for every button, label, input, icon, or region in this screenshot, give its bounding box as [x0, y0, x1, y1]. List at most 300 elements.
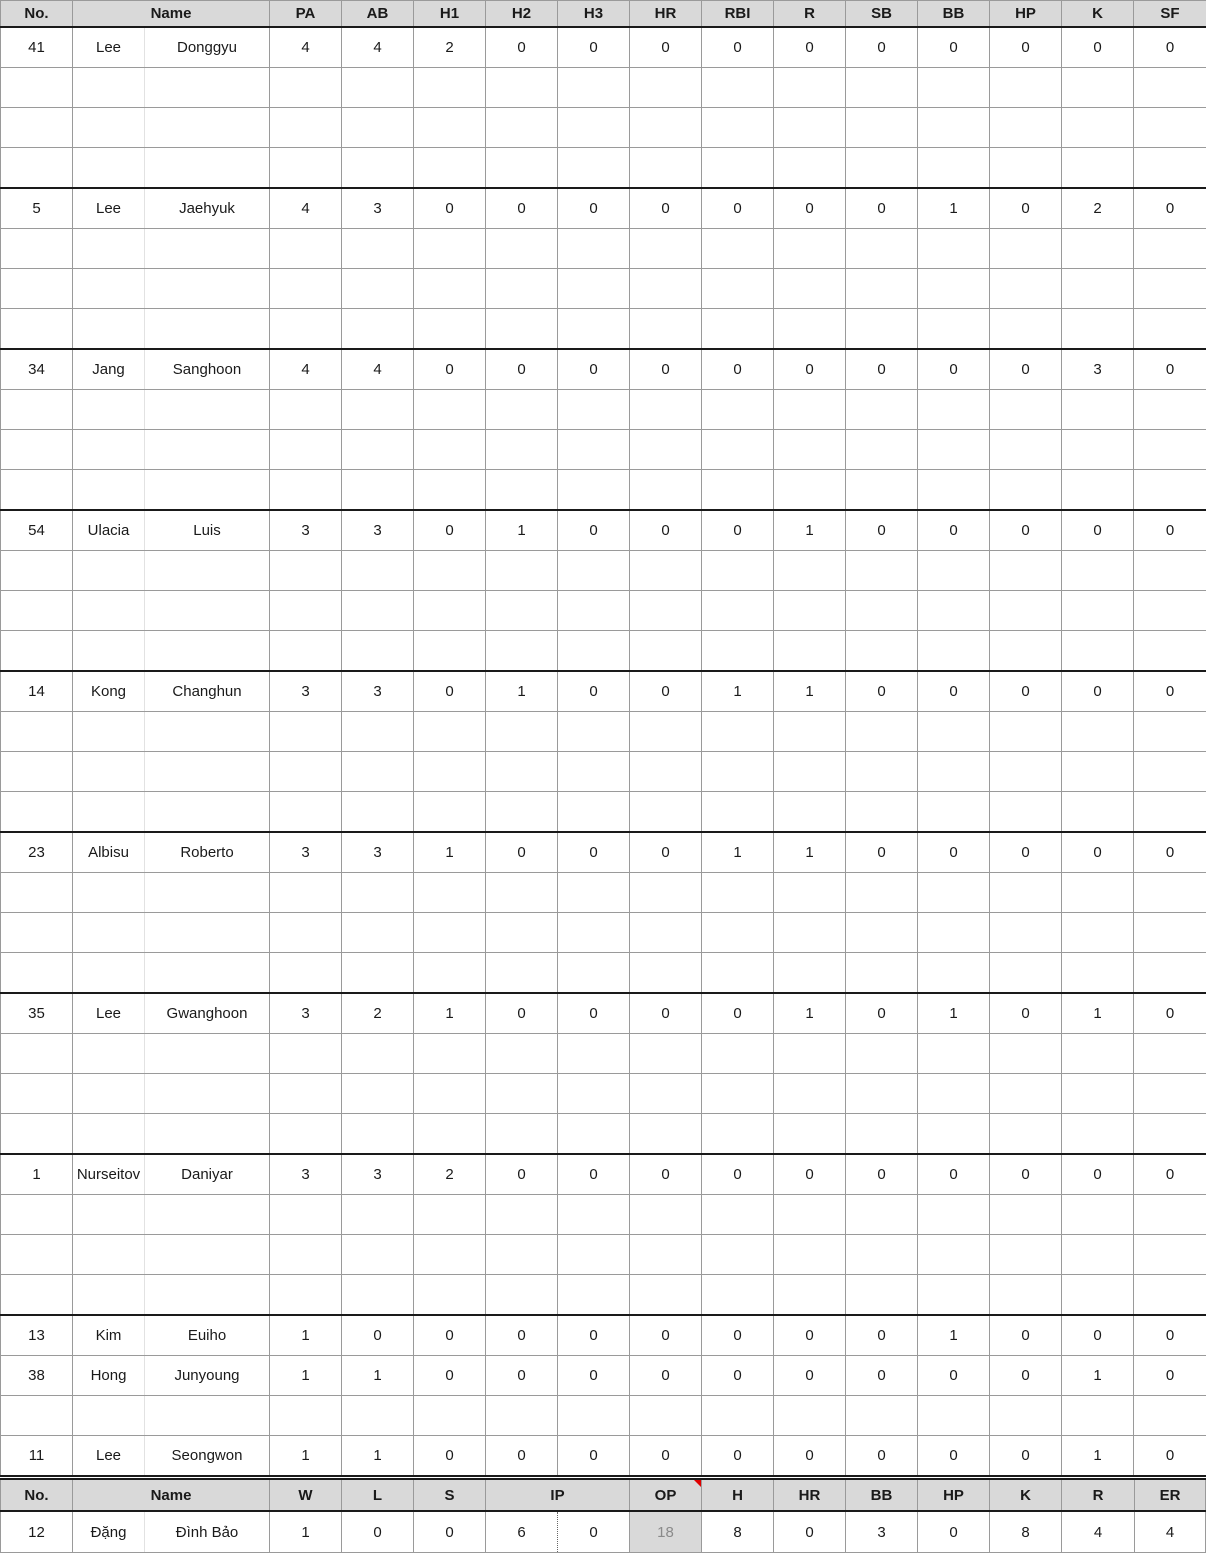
cell-r[interactable]: 0: [774, 1436, 846, 1477]
empty-cell[interactable]: [1062, 68, 1134, 108]
empty-cell[interactable]: [414, 68, 486, 108]
empty-cell[interactable]: [1062, 229, 1134, 269]
cell-pa[interactable]: 1: [270, 1356, 342, 1396]
empty-cell[interactable]: [414, 752, 486, 792]
empty-cell[interactable]: [630, 229, 702, 269]
empty-cell[interactable]: [342, 1275, 414, 1316]
empty-cell[interactable]: [918, 430, 990, 470]
empty-cell[interactable]: [342, 229, 414, 269]
empty-cell[interactable]: [918, 68, 990, 108]
empty-cell[interactable]: [145, 148, 270, 189]
empty-cell[interactable]: [486, 390, 558, 430]
empty-cell[interactable]: [630, 148, 702, 189]
empty-cell[interactable]: [342, 631, 414, 672]
cell-h2[interactable]: 1: [486, 510, 558, 551]
cell-no[interactable]: 12: [1, 1511, 73, 1553]
empty-cell[interactable]: [1134, 712, 1206, 752]
empty-cell[interactable]: [73, 390, 145, 430]
empty-cell[interactable]: [774, 551, 846, 591]
empty-cell[interactable]: [73, 1195, 145, 1235]
empty-cell[interactable]: [342, 591, 414, 631]
empty-cell[interactable]: [630, 390, 702, 430]
empty-cell[interactable]: [774, 591, 846, 631]
empty-cell[interactable]: [342, 953, 414, 994]
empty-cell[interactable]: [558, 712, 630, 752]
empty-cell[interactable]: [342, 1195, 414, 1235]
empty-cell[interactable]: [918, 631, 990, 672]
empty-cell[interactable]: [702, 873, 774, 913]
empty-cell[interactable]: [145, 913, 270, 953]
cell-hr[interactable]: 0: [630, 1315, 702, 1356]
cell-no[interactable]: 23: [1, 832, 73, 873]
empty-cell[interactable]: [1, 229, 73, 269]
empty-cell[interactable]: [270, 229, 342, 269]
empty-cell[interactable]: [73, 1114, 145, 1155]
empty-cell[interactable]: [630, 430, 702, 470]
empty-cell[interactable]: [486, 430, 558, 470]
cell-r[interactable]: 1: [774, 510, 846, 551]
empty-cell[interactable]: [1062, 108, 1134, 148]
empty-cell[interactable]: [342, 470, 414, 511]
empty-cell[interactable]: [270, 551, 342, 591]
empty-cell[interactable]: [1134, 1235, 1206, 1275]
empty-cell[interactable]: [1062, 148, 1134, 189]
cell-last-name[interactable]: Đình Bảo: [145, 1511, 270, 1553]
empty-cell[interactable]: [1134, 68, 1206, 108]
empty-cell[interactable]: [990, 269, 1062, 309]
empty-cell[interactable]: [1062, 309, 1134, 350]
empty-cell[interactable]: [846, 792, 918, 833]
cell-h3[interactable]: 0: [558, 1315, 630, 1356]
cell-h1[interactable]: 0: [414, 188, 486, 229]
empty-cell[interactable]: [990, 752, 1062, 792]
empty-cell[interactable]: [1134, 953, 1206, 994]
empty-cell[interactable]: [630, 551, 702, 591]
empty-cell[interactable]: [1062, 953, 1134, 994]
cell-hr[interactable]: 0: [630, 349, 702, 390]
empty-cell[interactable]: [558, 792, 630, 833]
empty-cell[interactable]: [846, 1034, 918, 1074]
empty-cell[interactable]: [630, 873, 702, 913]
empty-cell[interactable]: [145, 229, 270, 269]
empty-cell[interactable]: [846, 229, 918, 269]
cell-w[interactable]: 1: [270, 1511, 342, 1553]
cell-ab[interactable]: 4: [342, 27, 414, 68]
empty-cell[interactable]: [558, 551, 630, 591]
empty-cell[interactable]: [1134, 1034, 1206, 1074]
empty-cell[interactable]: [846, 873, 918, 913]
cell-hr[interactable]: 0: [630, 510, 702, 551]
empty-cell[interactable]: [270, 873, 342, 913]
empty-cell[interactable]: [1, 1396, 73, 1436]
cell-h3[interactable]: 0: [558, 27, 630, 68]
empty-cell[interactable]: [1062, 1034, 1134, 1074]
empty-cell[interactable]: [846, 269, 918, 309]
empty-cell[interactable]: [270, 309, 342, 350]
empty-cell[interactable]: [342, 148, 414, 189]
cell-first-name[interactable]: Hong: [73, 1356, 145, 1396]
empty-cell[interactable]: [774, 269, 846, 309]
empty-cell[interactable]: [558, 68, 630, 108]
empty-cell[interactable]: [702, 108, 774, 148]
empty-cell[interactable]: [558, 229, 630, 269]
empty-cell[interactable]: [918, 309, 990, 350]
empty-cell[interactable]: [846, 712, 918, 752]
empty-cell[interactable]: [1134, 229, 1206, 269]
cell-bb[interactable]: 0: [918, 832, 990, 873]
cell-last-name[interactable]: Gwanghoon: [145, 993, 270, 1034]
cell-hp[interactable]: 0: [990, 671, 1062, 712]
empty-cell[interactable]: [1134, 551, 1206, 591]
cell-pa[interactable]: 4: [270, 27, 342, 68]
cell-k[interactable]: 3: [1062, 349, 1134, 390]
empty-cell[interactable]: [702, 470, 774, 511]
empty-cell[interactable]: [486, 1275, 558, 1316]
empty-cell[interactable]: [270, 1275, 342, 1316]
empty-cell[interactable]: [270, 792, 342, 833]
empty-cell[interactable]: [558, 390, 630, 430]
cell-bb[interactable]: 0: [918, 671, 990, 712]
empty-cell[interactable]: [918, 1074, 990, 1114]
cell-hr[interactable]: 0: [630, 993, 702, 1034]
cell-h2[interactable]: 0: [486, 349, 558, 390]
empty-cell[interactable]: [486, 913, 558, 953]
cell-last-name[interactable]: Daniyar: [145, 1154, 270, 1195]
empty-cell[interactable]: [918, 1195, 990, 1235]
empty-cell[interactable]: [414, 1396, 486, 1436]
cell-op[interactable]: 18: [630, 1511, 702, 1553]
cell-bb[interactable]: 1: [918, 1315, 990, 1356]
empty-cell[interactable]: [1062, 269, 1134, 309]
cell-hr[interactable]: 0: [630, 1154, 702, 1195]
cell-hp[interactable]: 0: [990, 832, 1062, 873]
cell-first-name[interactable]: Kong: [73, 671, 145, 712]
cell-h3[interactable]: 0: [558, 349, 630, 390]
empty-cell[interactable]: [145, 873, 270, 913]
empty-cell[interactable]: [1062, 390, 1134, 430]
empty-cell[interactable]: [558, 309, 630, 350]
empty-cell[interactable]: [414, 551, 486, 591]
empty-cell[interactable]: [342, 712, 414, 752]
empty-cell[interactable]: [414, 470, 486, 511]
empty-cell[interactable]: [702, 551, 774, 591]
empty-cell[interactable]: [342, 873, 414, 913]
empty-cell[interactable]: [918, 148, 990, 189]
empty-cell[interactable]: [990, 1396, 1062, 1436]
cell-bb[interactable]: 0: [918, 27, 990, 68]
cell-last-name[interactable]: Donggyu: [145, 27, 270, 68]
empty-cell[interactable]: [73, 873, 145, 913]
cell-hp[interactable]: 0: [990, 1315, 1062, 1356]
empty-cell[interactable]: [73, 551, 145, 591]
empty-cell[interactable]: [342, 913, 414, 953]
empty-cell[interactable]: [1, 1275, 73, 1316]
empty-cell[interactable]: [486, 1034, 558, 1074]
empty-cell[interactable]: [1, 953, 73, 994]
empty-cell[interactable]: [990, 470, 1062, 511]
empty-cell[interactable]: [630, 470, 702, 511]
cell-last-name[interactable]: Junyoung: [145, 1356, 270, 1396]
empty-cell[interactable]: [486, 148, 558, 189]
empty-cell[interactable]: [630, 269, 702, 309]
empty-cell[interactable]: [990, 631, 1062, 672]
cell-rbi[interactable]: 0: [702, 188, 774, 229]
empty-cell[interactable]: [342, 108, 414, 148]
cell-rbi[interactable]: 0: [702, 349, 774, 390]
cell-no[interactable]: 1: [1, 1154, 73, 1195]
empty-cell[interactable]: [73, 1034, 145, 1074]
cell-r[interactable]: 0: [774, 188, 846, 229]
empty-cell[interactable]: [486, 591, 558, 631]
empty-cell[interactable]: [1134, 1114, 1206, 1155]
cell-h1[interactable]: 0: [414, 1315, 486, 1356]
cell-rbi[interactable]: 0: [702, 510, 774, 551]
cell-s[interactable]: 0: [414, 1511, 486, 1553]
empty-cell[interactable]: [486, 108, 558, 148]
empty-cell[interactable]: [145, 68, 270, 108]
cell-ab[interactable]: 3: [342, 188, 414, 229]
empty-cell[interactable]: [145, 1275, 270, 1316]
empty-cell[interactable]: [1, 792, 73, 833]
empty-cell[interactable]: [1134, 792, 1206, 833]
empty-cell[interactable]: [702, 712, 774, 752]
empty-cell[interactable]: [1, 108, 73, 148]
empty-cell[interactable]: [414, 953, 486, 994]
empty-cell[interactable]: [702, 752, 774, 792]
empty-cell[interactable]: [558, 1396, 630, 1436]
cell-sf[interactable]: 0: [1134, 832, 1206, 873]
cell-sf[interactable]: 0: [1134, 1315, 1206, 1356]
empty-cell[interactable]: [558, 1235, 630, 1275]
empty-cell[interactable]: [774, 1275, 846, 1316]
empty-cell[interactable]: [270, 591, 342, 631]
empty-cell[interactable]: [270, 1396, 342, 1436]
cell-sf[interactable]: 0: [1134, 349, 1206, 390]
empty-cell[interactable]: [918, 470, 990, 511]
cell-ab[interactable]: 2: [342, 993, 414, 1034]
empty-cell[interactable]: [145, 631, 270, 672]
cell-r[interactable]: 1: [774, 671, 846, 712]
empty-cell[interactable]: [145, 430, 270, 470]
cell-hp[interactable]: 0: [990, 993, 1062, 1034]
cell-sb[interactable]: 0: [846, 1154, 918, 1195]
cell-rbi[interactable]: 0: [702, 993, 774, 1034]
empty-cell[interactable]: [774, 470, 846, 511]
empty-cell[interactable]: [1, 470, 73, 511]
empty-cell[interactable]: [1, 551, 73, 591]
empty-cell[interactable]: [342, 752, 414, 792]
empty-cell[interactable]: [1134, 752, 1206, 792]
empty-cell[interactable]: [73, 913, 145, 953]
cell-pa[interactable]: 3: [270, 1154, 342, 1195]
empty-cell[interactable]: [270, 712, 342, 752]
empty-cell[interactable]: [145, 1195, 270, 1235]
cell-hr[interactable]: 0: [630, 832, 702, 873]
empty-cell[interactable]: [846, 913, 918, 953]
empty-cell[interactable]: [145, 1235, 270, 1275]
empty-cell[interactable]: [73, 712, 145, 752]
empty-cell[interactable]: [558, 108, 630, 148]
empty-cell[interactable]: [270, 390, 342, 430]
cell-last-name[interactable]: Luis: [145, 510, 270, 551]
empty-cell[interactable]: [270, 269, 342, 309]
empty-cell[interactable]: [918, 953, 990, 994]
cell-sf[interactable]: 0: [1134, 1436, 1206, 1477]
empty-cell[interactable]: [1062, 631, 1134, 672]
empty-cell[interactable]: [558, 591, 630, 631]
empty-cell[interactable]: [846, 1396, 918, 1436]
empty-cell[interactable]: [702, 792, 774, 833]
cell-rbi[interactable]: 1: [702, 832, 774, 873]
empty-cell[interactable]: [342, 390, 414, 430]
empty-cell[interactable]: [774, 148, 846, 189]
cell-h2[interactable]: 0: [486, 188, 558, 229]
cell-rbi[interactable]: 0: [702, 27, 774, 68]
empty-cell[interactable]: [270, 68, 342, 108]
empty-cell[interactable]: [1, 390, 73, 430]
empty-cell[interactable]: [1134, 269, 1206, 309]
comment-indicator-icon[interactable]: [694, 1480, 701, 1487]
empty-cell[interactable]: [1134, 873, 1206, 913]
cell-sf[interactable]: 0: [1134, 188, 1206, 229]
cell-k[interactable]: 0: [1062, 1154, 1134, 1195]
cell-rbi[interactable]: 0: [702, 1154, 774, 1195]
cell-sb[interactable]: 0: [846, 671, 918, 712]
cell-ab[interactable]: 3: [342, 832, 414, 873]
empty-cell[interactable]: [990, 873, 1062, 913]
empty-cell[interactable]: [990, 390, 1062, 430]
empty-cell[interactable]: [1134, 1396, 1206, 1436]
empty-cell[interactable]: [145, 1074, 270, 1114]
empty-cell[interactable]: [990, 792, 1062, 833]
cell-hp[interactable]: 0: [990, 1154, 1062, 1195]
cell-no[interactable]: 5: [1, 188, 73, 229]
empty-cell[interactable]: [918, 1034, 990, 1074]
empty-cell[interactable]: [702, 913, 774, 953]
empty-cell[interactable]: [702, 148, 774, 189]
cell-no[interactable]: 11: [1, 1436, 73, 1477]
empty-cell[interactable]: [630, 752, 702, 792]
empty-cell[interactable]: [73, 752, 145, 792]
cell-ab[interactable]: 1: [342, 1356, 414, 1396]
cell-first-name[interactable]: Đặng: [73, 1511, 145, 1553]
empty-cell[interactable]: [846, 1235, 918, 1275]
cell-h[interactable]: 8: [702, 1511, 774, 1553]
empty-cell[interactable]: [558, 148, 630, 189]
empty-cell[interactable]: [73, 68, 145, 108]
cell-h3[interactable]: 0: [558, 832, 630, 873]
cell-r[interactable]: 0: [774, 1356, 846, 1396]
empty-cell[interactable]: [630, 792, 702, 833]
empty-cell[interactable]: [918, 913, 990, 953]
cell-first-name[interactable]: Lee: [73, 993, 145, 1034]
empty-cell[interactable]: [630, 108, 702, 148]
empty-cell[interactable]: [990, 1114, 1062, 1155]
cell-sb[interactable]: 0: [846, 832, 918, 873]
cell-h2[interactable]: 0: [486, 993, 558, 1034]
empty-cell[interactable]: [630, 712, 702, 752]
empty-cell[interactable]: [774, 229, 846, 269]
cell-hp[interactable]: 0: [990, 1356, 1062, 1396]
cell-first-name[interactable]: Albisu: [73, 832, 145, 873]
cell-ab[interactable]: 3: [342, 671, 414, 712]
empty-cell[interactable]: [270, 752, 342, 792]
empty-cell[interactable]: [630, 1235, 702, 1275]
empty-cell[interactable]: [990, 108, 1062, 148]
empty-cell[interactable]: [774, 68, 846, 108]
cell-hp[interactable]: 0: [990, 1436, 1062, 1477]
cell-h1[interactable]: 1: [414, 993, 486, 1034]
empty-cell[interactable]: [486, 1235, 558, 1275]
empty-cell[interactable]: [414, 108, 486, 148]
empty-cell[interactable]: [774, 1195, 846, 1235]
empty-cell[interactable]: [270, 1114, 342, 1155]
empty-cell[interactable]: [414, 229, 486, 269]
empty-cell[interactable]: [342, 792, 414, 833]
empty-cell[interactable]: [990, 430, 1062, 470]
empty-cell[interactable]: [486, 631, 558, 672]
cell-hr[interactable]: 0: [630, 671, 702, 712]
cell-r[interactable]: 1: [774, 993, 846, 1034]
cell-h3[interactable]: 0: [558, 993, 630, 1034]
empty-cell[interactable]: [414, 309, 486, 350]
empty-cell[interactable]: [414, 873, 486, 913]
cell-first-name[interactable]: Nurseitov: [73, 1154, 145, 1195]
empty-cell[interactable]: [918, 752, 990, 792]
cell-k[interactable]: 1: [1062, 1356, 1134, 1396]
cell-first-name[interactable]: Kim: [73, 1315, 145, 1356]
empty-cell[interactable]: [145, 1034, 270, 1074]
empty-cell[interactable]: [270, 1034, 342, 1074]
empty-cell[interactable]: [1, 309, 73, 350]
empty-cell[interactable]: [990, 913, 1062, 953]
cell-h1[interactable]: 1: [414, 832, 486, 873]
empty-cell[interactable]: [270, 108, 342, 148]
empty-cell[interactable]: [990, 1195, 1062, 1235]
empty-cell[interactable]: [702, 631, 774, 672]
empty-cell[interactable]: [630, 68, 702, 108]
empty-cell[interactable]: [846, 591, 918, 631]
cell-pa[interactable]: 3: [270, 671, 342, 712]
empty-cell[interactable]: [1, 148, 73, 189]
cell-h3[interactable]: 0: [558, 671, 630, 712]
empty-cell[interactable]: [1, 1195, 73, 1235]
empty-cell[interactable]: [1062, 1195, 1134, 1235]
cell-k[interactable]: 0: [1062, 1315, 1134, 1356]
cell-ab[interactable]: 3: [342, 510, 414, 551]
empty-cell[interactable]: [486, 873, 558, 913]
cell-h2[interactable]: 0: [486, 832, 558, 873]
empty-cell[interactable]: [73, 953, 145, 994]
cell-no[interactable]: 35: [1, 993, 73, 1034]
empty-cell[interactable]: [1, 1074, 73, 1114]
empty-cell[interactable]: [918, 269, 990, 309]
empty-cell[interactable]: [414, 430, 486, 470]
empty-cell[interactable]: [342, 1114, 414, 1155]
empty-cell[interactable]: [73, 108, 145, 148]
cell-ip-innings[interactable]: 6: [486, 1511, 558, 1553]
cell-k[interactable]: 0: [1062, 671, 1134, 712]
cell-l[interactable]: 0: [342, 1511, 414, 1553]
empty-cell[interactable]: [270, 1195, 342, 1235]
cell-k[interactable]: 8: [990, 1511, 1062, 1553]
empty-cell[interactable]: [145, 712, 270, 752]
cell-pa[interactable]: 1: [270, 1315, 342, 1356]
empty-cell[interactable]: [1, 1034, 73, 1074]
empty-cell[interactable]: [1, 1235, 73, 1275]
empty-cell[interactable]: [414, 591, 486, 631]
empty-cell[interactable]: [558, 1195, 630, 1235]
